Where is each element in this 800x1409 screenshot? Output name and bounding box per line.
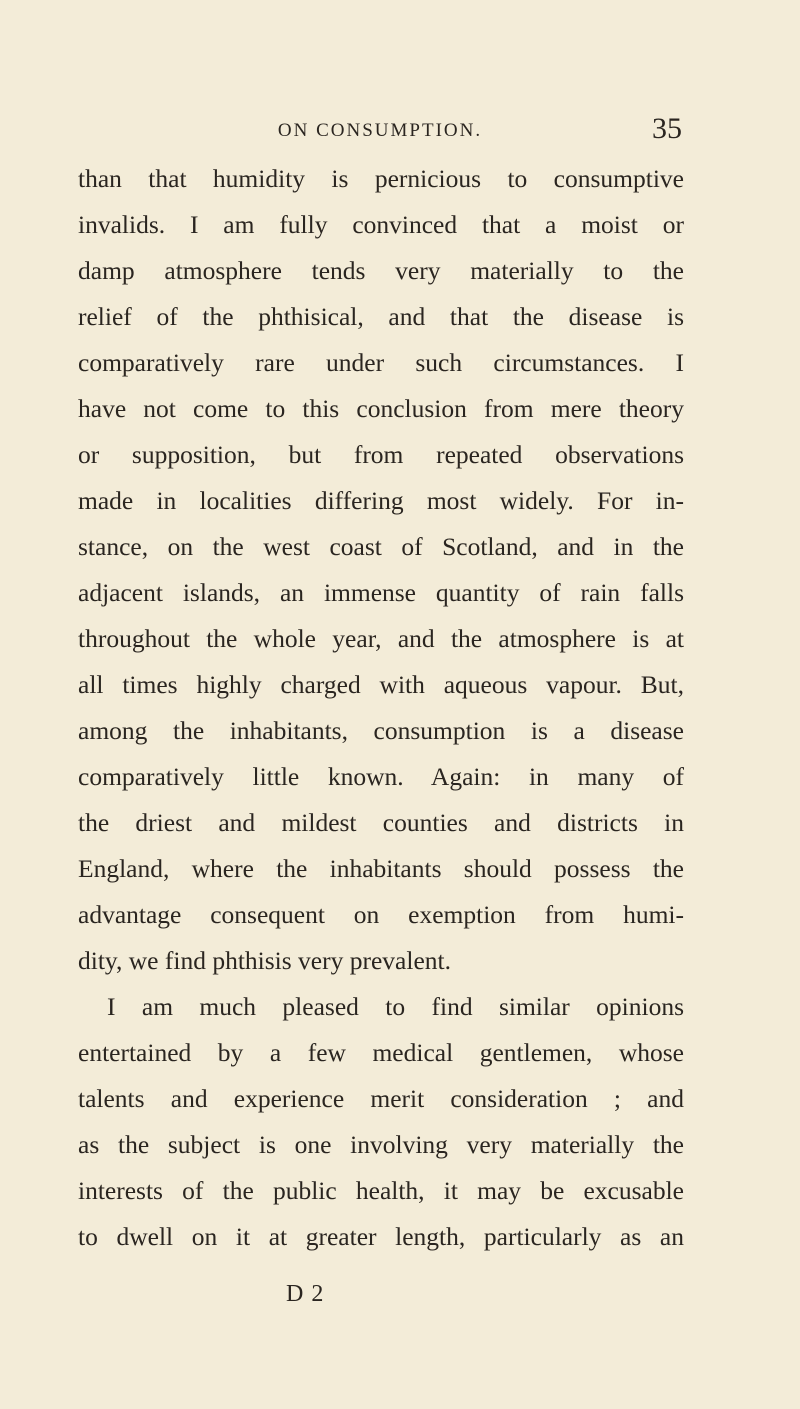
text-line: comparatively little known. Again: in many of <box>78 762 684 791</box>
text-line: damp atmosphere tends very materially to the <box>78 256 684 285</box>
text-line: than that humidity is pernicious to consumptive <box>78 164 684 193</box>
text-line: or supposition, but from repeated observations <box>78 440 684 469</box>
text-line: dity, we find phthisis very prevalent. <box>78 946 451 975</box>
text-line: relief of the phthisical, and that the disease is <box>78 302 684 331</box>
text-line: have not come to this conclusion from mere theory <box>78 394 684 423</box>
text-line: comparatively rare under such circumstances. I <box>78 348 684 377</box>
text-line: interests of the public health, it may be excusable <box>78 1176 684 1205</box>
text-line: throughout the whole year, and the atmosphere is at <box>78 624 684 653</box>
text-line: entertained by a few medical gentlemen, whose <box>78 1038 684 1067</box>
page-header <box>78 112 682 152</box>
text-line: invalids. I am fully convinced that a moist or <box>78 210 684 239</box>
paragraph-start-line: I am much pleased to find similar opinions <box>107 992 684 1021</box>
running-head: ON CONSUMPTION. <box>277 120 483 141</box>
text-line: among the inhabitants, consumption is a disease <box>78 716 684 745</box>
text-line: all times highly charged with aqueous vapour. But, <box>78 670 684 699</box>
text-line: made in localities differing most widely. For in- <box>78 486 684 515</box>
text-line: the driest and mildest counties and districts in <box>78 808 684 837</box>
text-line: England, where the inhabitants should possess the <box>78 854 684 883</box>
text-line: stance, on the west coast of Scotland, and in the <box>78 532 684 561</box>
page-number: 35 <box>652 112 682 145</box>
body-text <box>78 156 684 1260</box>
text-line: talents and experience merit consideration ; and <box>78 1084 684 1113</box>
text-line: advantage consequent on exemption from humi- <box>78 900 684 929</box>
text-line: adjacent islands, an immense quantity of rain falls <box>78 578 684 607</box>
text-line: as the subject is one involving very materially the <box>78 1130 684 1159</box>
signature-mark: D 2 <box>286 1281 325 1307</box>
text-line: to dwell on it at greater length, particularly as an <box>78 1222 684 1251</box>
